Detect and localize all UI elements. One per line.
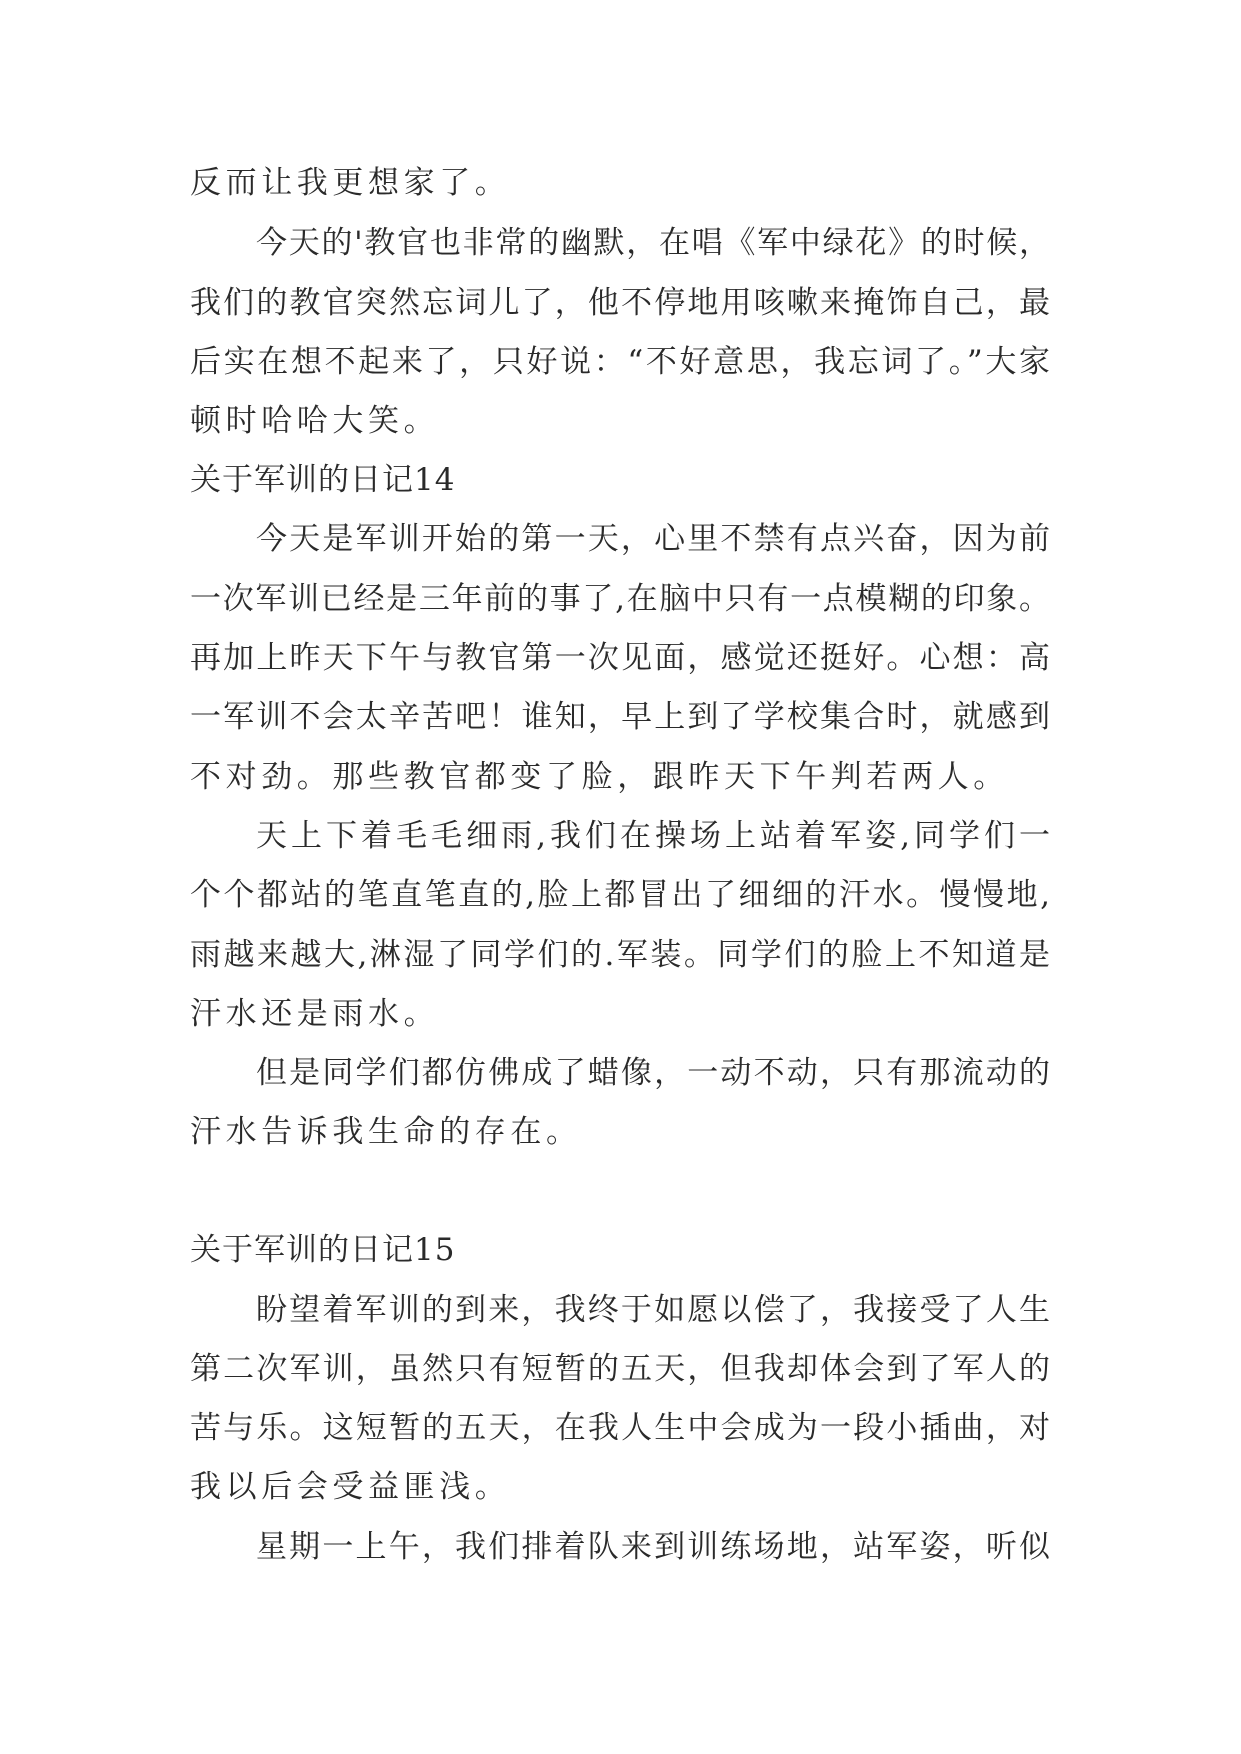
paragraph-line: 顿时哈哈大笑。	[190, 403, 440, 439]
paragraph-line: 我们的教官突然忘词儿了，他不停地用咳嗽来掩饰自己，最	[190, 285, 1050, 321]
paragraph-line: 第二次军训，虽然只有短暂的五天，但我却体会到了军人的	[190, 1351, 1050, 1387]
section-heading: 关于军训的日记15	[190, 1232, 456, 1268]
paragraph-line: 但是同学们都仿佛成了蜡像，一动不动，只有那流动的	[256, 1055, 1050, 1091]
paragraph-line: 反而让我更想家了。	[190, 165, 511, 201]
paragraph-line: 一次军训已经是三年前的事了,在脑中只有一点模糊的印象。	[190, 581, 1050, 617]
paragraph-line: 今天是军训开始的第一天，心里不禁有点兴奋，因为前	[256, 521, 1050, 557]
paragraph-line: 雨越来越大,淋湿了同学们的.军装。同学们的脸上不知道是	[190, 937, 1050, 973]
section-heading: 关于军训的日记14	[190, 462, 456, 498]
paragraph-line: 再加上昨天下午与教官第一次见面，感觉还挺好。心想：高	[190, 640, 1050, 676]
paragraph-line: 星期一上午，我们排着队来到训练场地，站军姿，听似	[256, 1529, 1050, 1565]
paragraph-line: 天上下着毛毛细雨,我们在操场上站着军姿,同学们一	[256, 818, 1050, 854]
paragraph-line: 我以后会受益匪浅。	[190, 1469, 511, 1505]
paragraph-line: 汗水还是雨水。	[190, 996, 440, 1032]
paragraph-line: 个个都站的笔直笔直的,脸上都冒出了细细的汗水。慢慢地,	[190, 877, 1050, 913]
paragraph-line: 今天的'教官也非常的幽默，在唱《军中绿花》的时候，	[256, 225, 1050, 261]
paragraph-line: 一军训不会太辛苦吧！谁知，早上到了学校集合时，就感到	[190, 699, 1050, 735]
paragraph-line: 后实在想不起来了，只好说：“不好意思，我忘词了。”大家	[190, 344, 1050, 380]
paragraph-line: 汗水告诉我生命的存在。	[190, 1114, 582, 1150]
paragraph-line: 苦与乐。这短暂的五天，在我人生中会成为一段小插曲，对	[190, 1410, 1050, 1446]
paragraph-line: 不对劲。那些教官都变了脸，跟昨天下午判若两人。	[190, 759, 1009, 795]
paragraph-line: 盼望着军训的到来，我终于如愿以偿了，我接受了人生	[256, 1292, 1050, 1328]
